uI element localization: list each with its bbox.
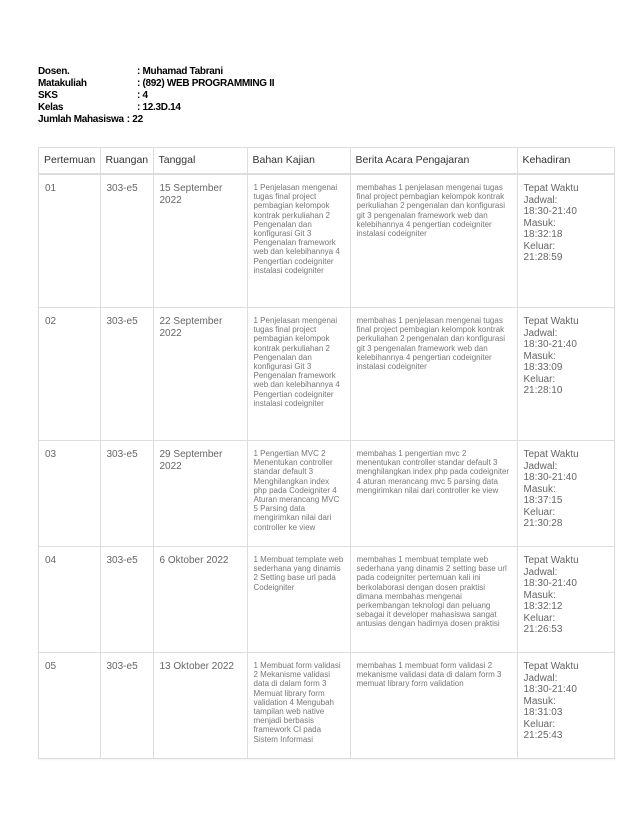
keluar-value: 21:25:43 xyxy=(523,730,563,741)
kehadiran-status: Tepat Waktu xyxy=(523,555,579,566)
kehadiran-status: Tepat Waktu xyxy=(523,449,579,460)
table-row xyxy=(39,653,614,759)
cell-tanggal: 29 September 2022 xyxy=(153,441,247,547)
jadwal-value: 18:30-21:40 xyxy=(523,339,577,350)
kelas-label: Kelas xyxy=(38,102,64,113)
jumlah-value: : 22 xyxy=(126,114,143,125)
cell-berita-acara: membahas 1 membuat template web sederhana yang dinamis 2 setting base url pada codeigniter pertemuan kali ini berkolaborasi dengan dosen praktisi dimana membahas mengenai perkembangan teknologi dan peluang sebagai it developer mahasiswa sangat antusias dengan hadirnya dosen praktisi xyxy=(350,547,517,653)
table-row xyxy=(39,174,614,308)
cell-bahan-kajian: 1 Penjelasan mengenai tugas final project pembagian kelompok kontrak perkuliahan 2 Pengenalan dan konfigurasi Git 3 Pengenalan framework web dan kelebihannya 4 Pengertian codeigniter instalasi codeigniter xyxy=(247,174,350,308)
info-row-dosen xyxy=(38,66,274,78)
cell-tanggal: 15 September 2022 xyxy=(153,174,247,308)
cell-ruangan: 303-e5 xyxy=(100,441,153,547)
dosen-label: Dosen. xyxy=(38,66,70,77)
cell-berita-acara: membahas 1 penjelasan mengenai tugas final project pembagian kelompok kontrak perkuliahan 2 pengenalan dan konfigurasi git 3 pengenalan framework web dan kelebihannya 4 pengertian codeigniter instalasi codeigniter xyxy=(350,174,517,308)
jadwal-label: Jadwal: xyxy=(523,460,558,472)
cell-kehadiran xyxy=(517,653,614,759)
info-row-kelas xyxy=(38,102,274,114)
cell-pertemuan: 02 xyxy=(39,308,100,441)
masuk-value: 18:37:15 xyxy=(523,495,563,506)
sks-value: : 4 xyxy=(137,90,148,101)
info-row-sks xyxy=(38,90,274,102)
cell-berita-acara: membahas 1 pengertian mvc 2 menentukan controller standar default 3 menghilangkan index php pada codeigniter 4 aturan merancang mvc 5 parsing data mengirimkan nilai dari controller ke view xyxy=(350,441,517,547)
kehadiran-status: Tepat Waktu xyxy=(523,316,579,327)
cell-tanggal: 13 Oktober 2022 xyxy=(153,653,247,759)
cell-tanggal: 6 Oktober 2022 xyxy=(153,547,247,653)
info-row-matakuliah xyxy=(38,78,274,90)
masuk-label: Masuk: xyxy=(523,350,556,362)
course-info xyxy=(38,66,274,126)
cell-tanggal: 22 September 2022 xyxy=(153,308,247,441)
cell-bahan-kajian: 1 Membuat template web sederhana yang dinamis 2 Setting base url pada Codeigniter xyxy=(247,547,350,653)
info-row-jumlah xyxy=(38,114,274,126)
jadwal-label: Jadwal: xyxy=(523,566,558,578)
masuk-value: 18:32:12 xyxy=(523,601,563,612)
masuk-label: Masuk: xyxy=(523,217,556,229)
masuk-value: 18:32:18 xyxy=(523,229,563,240)
masuk-label: Masuk: xyxy=(523,483,556,495)
header-kehadiran: Kehadiran xyxy=(517,148,614,174)
header-tanggal: Tanggal xyxy=(153,148,247,174)
cell-bahan-kajian: 1 Membuat form validasi 2 Mekanisme validasi data di dalam form 3 Memuat library form validation 4 Mengubah tampilan web native menjadi berbasis framework CI pada Sistem Informasi xyxy=(247,653,350,759)
keluar-label: Keluar: xyxy=(523,612,556,624)
kelas-value: : 12.3D.14 xyxy=(137,102,181,113)
masuk-label: Masuk: xyxy=(523,589,556,601)
header-bahan-kajian: Bahan Kajian xyxy=(247,148,350,174)
cell-kehadiran xyxy=(517,308,614,441)
cell-pertemuan: 01 xyxy=(39,174,100,308)
cell-ruangan: 303-e5 xyxy=(100,308,153,441)
cell-kehadiran xyxy=(517,174,614,308)
jadwal-value: 18:30-21:40 xyxy=(523,206,577,217)
cell-berita-acara: membahas 1 penjelasan mengenai tugas final project pembagian kelompok kontrak perkuliahan 2 pengenalan dan konfigurasi git 3 pengenalan framework web dan kelebihannya 4 pengertian codeigniter instalasi codeigniter xyxy=(350,308,517,441)
header-pertemuan: Pertemuan xyxy=(39,148,100,174)
keluar-label: Keluar: xyxy=(523,373,556,385)
dosen-value: : Muhamad Tabrani xyxy=(137,66,223,77)
matakuliah-value: : (892) WEB PROGRAMMING II xyxy=(137,78,275,89)
keluar-value: 21:26:53 xyxy=(523,624,563,635)
table-header-row xyxy=(39,148,614,174)
header-ruangan: Ruangan xyxy=(100,148,153,174)
table-row xyxy=(39,308,614,441)
cell-kehadiran xyxy=(517,441,614,547)
jadwal-value: 18:30-21:40 xyxy=(523,578,577,589)
jumlah-label: Jumlah Mahasiswa xyxy=(38,114,124,125)
cell-pertemuan: 03 xyxy=(39,441,100,547)
jadwal-value: 18:30-21:40 xyxy=(523,684,577,695)
cell-pertemuan: 04 xyxy=(39,547,100,653)
kehadiran-status: Tepat Waktu xyxy=(523,183,579,194)
jadwal-label: Jadwal: xyxy=(523,194,558,206)
attendance-table xyxy=(39,148,614,758)
jadwal-label: Jadwal: xyxy=(523,327,558,339)
masuk-value: 18:33:09 xyxy=(523,362,563,373)
cell-kehadiran xyxy=(517,547,614,653)
matakuliah-label: Matakuliah xyxy=(38,78,87,89)
cell-ruangan: 303-e5 xyxy=(100,653,153,759)
masuk-value: 18:31:03 xyxy=(523,707,563,718)
jadwal-label: Jadwal: xyxy=(523,672,558,684)
cell-bahan-kajian: 1 Pengertian MVC 2 Menentukan controller standar default 3 Menghilangkan index php pada Codeigniter 4 Aturan merancang MVC 5 Parsing data mengirimkan nilai dari controller ke view xyxy=(247,441,350,547)
cell-ruangan: 303-e5 xyxy=(100,174,153,308)
keluar-label: Keluar: xyxy=(523,506,556,518)
header-berita-acara: Berita Acara Pengajaran xyxy=(350,148,517,174)
keluar-value: 21:28:10 xyxy=(523,385,563,396)
attendance-table-container xyxy=(38,147,615,759)
table-row xyxy=(39,441,614,547)
masuk-label: Masuk: xyxy=(523,695,556,707)
cell-ruangan: 303-e5 xyxy=(100,547,153,653)
kehadiran-status: Tepat Waktu xyxy=(523,661,579,672)
jadwal-value: 18:30-21:40 xyxy=(523,472,577,483)
table-row xyxy=(39,547,614,653)
cell-pertemuan: 05 xyxy=(39,653,100,759)
keluar-label: Keluar: xyxy=(523,240,556,252)
keluar-value: 21:28:59 xyxy=(523,252,563,263)
cell-berita-acara: membahas 1 membuat form validasi 2 mekanisme validasi data di dalam form 3 memuat library form validation xyxy=(350,653,517,759)
cell-bahan-kajian: 1 Penjelasan mengenai tugas final project pembagian kelompok kontrak perkuliahan 2 Pengenalan dan konfigurasi Git 3 Pengenalan framework web dan kelebihannya 4 Pengertian codeigniter instalasi codeigniter xyxy=(247,308,350,441)
keluar-value: 21:30:28 xyxy=(523,518,563,529)
keluar-label: Keluar: xyxy=(523,718,556,730)
sks-label: SKS xyxy=(38,90,58,101)
